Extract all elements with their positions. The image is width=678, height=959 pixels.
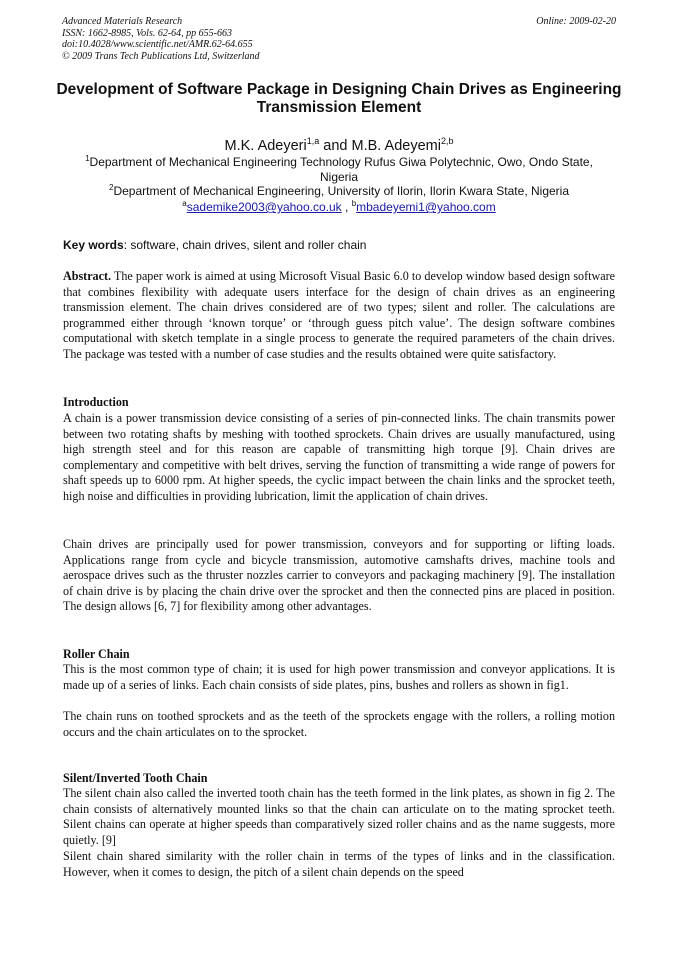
author-1-name: M.K. Adeyeri (224, 137, 307, 154)
keywords-text: : software, chain drives, silent and roller chain (123, 238, 367, 252)
journal-name: Advanced Materials Research (62, 16, 183, 27)
section-heading-introduction: Introduction (63, 395, 129, 409)
online-date: Online: 2009-02-20 (536, 16, 616, 27)
section-heading-silent-chain: Silent/Inverted Tooth Chain (63, 771, 208, 785)
affiliation-2-sup: 2 (109, 183, 114, 192)
journal-header (62, 16, 260, 62)
affiliation-2-text: Department of Mechanical Engineering, University of Ilorin, Ilorin Kwara State, Nigeria (113, 184, 569, 198)
silent-chain-paragraph-1: The silent chain also called the inverted tooth chain has the teeth formed in the link plates, as shown in fig 2. The chain consists of alternatively mounted links so that the chain can articulate on to the mating sprocket teeth. Silent chains can operate at higher speeds than comparatively sized roller chains and as the name suggests, more quietly. [9] (63, 786, 615, 847)
introduction-paragraph-2: Chain drives are principally used for power transmission, conveyors and for supporting or lifting loads. Applications range from cycle and bicycle transmission, automotive camshafts drives, machine tools and aerospace drives such as the thruster nozzles carrier to conveyors and packaging machinery [9]. The installation of chain drive is by placing the chain drive over the sprocket and then the connected pins are placed in position. The design allows [6, 7] for flexibility among other advantages. (63, 537, 615, 614)
abstract-text: The paper work is aimed at using Microsoft Visual Basic 6.0 to develop window based design software that combines flexibility with adequate users interface for the design of chain drives as an engineering transmission element. The chain drives considered are of two types; silent and roller. The calculations are programmed either through ‘known torque’ or ‘through guess pitch value’. The design software combines computational with sketch template in a single process to generate the required parameters of the chain drives. The package was tested with a number of case studies and the results obtained were quite satisfactory. (63, 269, 615, 361)
roller-chain-paragraph-2: The chain runs on toothed sprockets and as the teeth of the sprockets engage with the rollers, a rolling motion occurs and the chain articulates on to the sprocket. (63, 709, 615, 739)
roller-chain-paragraph-1: This is the most common type of chain; it is used for high power transmission and conveyor applications. It is made up of a series of links. Each chain consists of side plates, pins, bushes and rollers as shown in fig1. (63, 662, 615, 692)
email-separator: , (341, 200, 352, 214)
introduction-paragraph-1: A chain is a power transmission device consisting of a series of pin-connected links. The chain transmits power between two rotating shafts by meshing with toothed sprockets. Chain drives are usually manufactured, using high strength steel and for this reason are capable of transmitting high torque [9]. Chain drives are complementary and competitive with belt drives, serving the function of transmitting a wide range of powers for shaft speeds up to 6000 rpm. At higher speeds, the cyclic impact between the chain links and the sprocket teeth, high noise and difficulties in providing lubrication, limit the application of chain drives. (63, 411, 615, 503)
abstract (63, 269, 615, 363)
email-1-sup: a (182, 199, 187, 208)
section-heading-roller-chain: Roller Chain (63, 647, 130, 661)
journal-copyright: © 2009 Trans Tech Publications Ltd, Switzerland (62, 50, 260, 62)
author-emails (40, 196, 638, 215)
email-1-link[interactable]: sademike2003@yahoo.co.uk (186, 200, 342, 214)
author-1-sup: 1,a (306, 136, 320, 146)
journal-doi[interactable]: doi:10.4028/www.scientific.net/AMR.62-64.655 (62, 39, 253, 50)
keywords (63, 238, 615, 253)
silent-chain-paragraph-2: Silent chain shared similarity with the roller chain in terms of the types of links and in the classification. However, when it comes to design, the pitch of a silent chain depends on the speed (63, 849, 615, 879)
affiliation-1-sup: 1 (85, 154, 90, 163)
keywords-label: Key words (63, 238, 124, 252)
email-2-link[interactable]: mbadeyemi1@yahoo.com (356, 200, 496, 214)
journal-issn: ISSN: 1662-8985, Vols. 62-64, pp 655-663 (62, 27, 232, 39)
affiliation-1-text: Department of Mechanical Engineering Technology Rufus Giwa Polytechnic, Owo, Ondo State, Nigeria (89, 155, 593, 184)
author-2-sup: 2,b (440, 136, 454, 146)
abstract-label: Abstract. (63, 269, 112, 283)
paper-title: Development of Software Package in Designing Chain Drives as Engineering Transmission Element (56, 81, 622, 116)
author-joiner: and (319, 137, 352, 154)
author-2-name: M.B. Adeyemi (351, 137, 441, 154)
email-2-sup: b (351, 199, 357, 208)
